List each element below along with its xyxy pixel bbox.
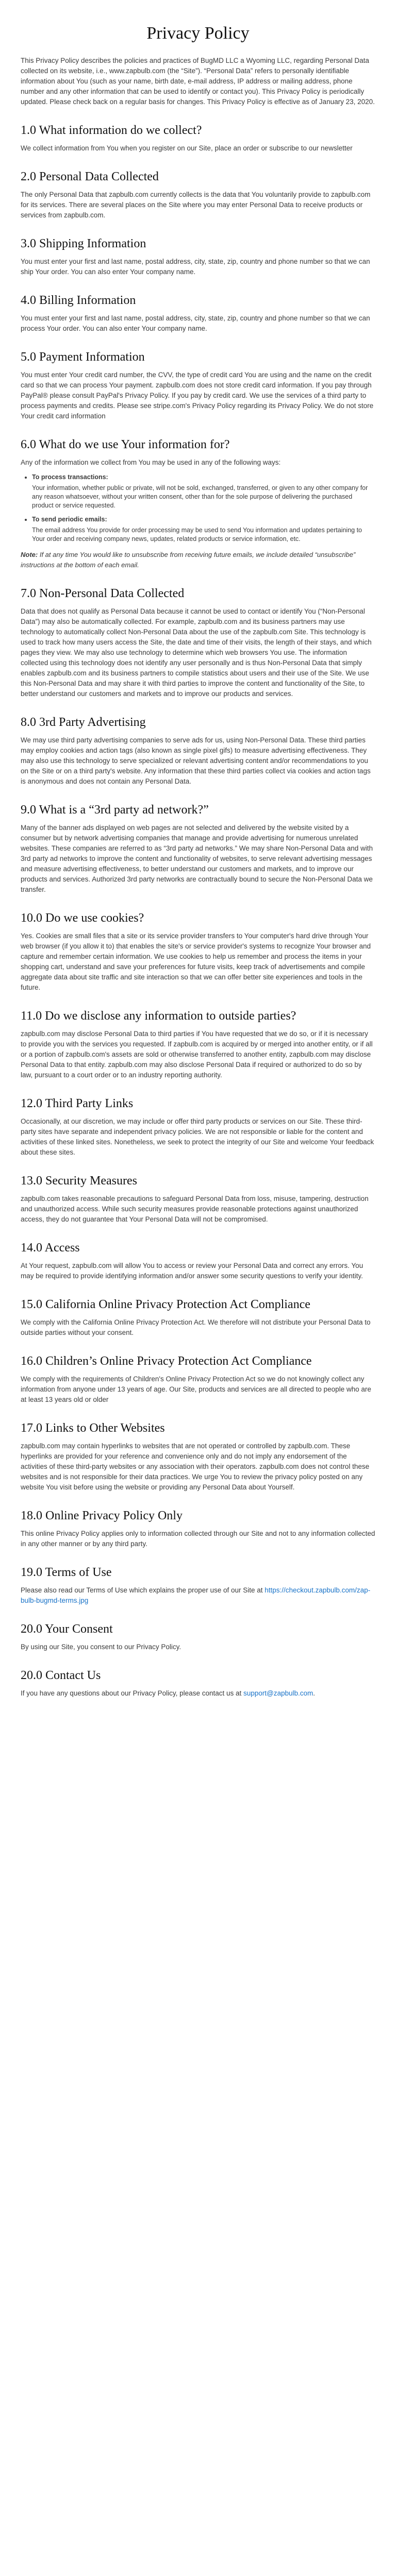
section-heading: 7.0 Non-Personal Data Collected [21,587,185,600]
section-access [21,1240,375,1281]
section-use-of-information [21,437,375,570]
section-security [21,1173,375,1225]
section-heading: 14.0 Access [21,1241,80,1255]
privacy-policy-page [21,0,375,1735]
section-disclosure [21,1008,375,1080]
section-paragraph: We comply with the California Online Privacy Protection Act. We therefore will not distribute your Personal Data to outside parties without your consent. [21,1318,371,1336]
list-item-label: • To process transactions: [32,473,108,481]
list-item-text: Your information, whether public or private, will not be sold, exchanged, transferred, or given to any other company for any reason whatsoever, without your written consent, other than for the sole purpose of delivering the purchased product or service requested. [32,484,368,509]
section-paragraph: Yes. Cookies are small files that a site or its service provider transfers to Your computer's hard drive through Your web browser (if you allow it to) that enables the site's or service provider's systems to recognize Your browser and capture and remember certain information. We use cookies to help us remember and process the items in your shopping cart, understand and save your preferences for future visits, keep track of advertisements and compile aggregate data about site traffic and site interaction so that we can offer better site experiences and tools in the future. [21,932,371,991]
section-paragraph [21,1688,375,1699]
section-heading: 6.0 What do we use Your information for? [21,438,230,451]
section-paragraph: Many of the banner ads displayed on web pages are not selected and delivered by the website visited by a consumer but by network advertising companies that manage and provide advertising for numerous unrelated websites. These companies are referred to as “3rd party ad networks.” We may share Non-Personal Data and with 3rd party ad networks to improve the content and functionality of websites, to serve relevant advertising messages and measure advertising effectiveness, to better understand our customers and markets, and to improve our products and services. Authorized 3rd party networks are contractually bound to secure the Non-Personal Data we transfer. [21,824,373,893]
note-text: If at any time You would like to unsubscribe from receiving future emails, we include detailed “unsubscribe” instructions at the bottom of each email. [21,551,356,569]
section-heading: 20.0 Contact Us [21,1669,101,1682]
section-non-personal-data [21,586,375,699]
section-heading: 12.0 Third Party Links [21,1097,134,1110]
section-terms-of-use [21,1565,375,1606]
section-california-compliance [21,1297,375,1338]
section-paragraph: We comply with the requirements of Children's Online Privacy Protection Act so we do not knowingly collect any information from anyone under 13 years of age. Our Site, products and services are all directed to people who are at least 13 years old or older [21,1375,371,1403]
section-contact-us [21,1668,375,1699]
section-heading: 17.0 Links to Other Websites [21,1421,165,1435]
section-what-we-collect [21,123,375,154]
paragraph-end: . [313,1689,316,1697]
section-paragraph [21,1585,375,1606]
section-paragraph: You must enter Your credit card number, the CVV, the type of credit card You are using and the name on the credit card so that we can process Your payment. zapbulb.com does not store credit card information. If you pay through PayPal® please consult PayPal's Privacy Policy. If you pay by credit card. We use the services of a third party to process payments and credits. Please see stripe.com's Privacy Policy regarding its Privacy Policy. We do not store Your credit card information [21,371,374,420]
usage-list [21,473,375,544]
section-heading: 16.0 Children’s Online Privacy Protection Act Compliance [21,1354,312,1368]
section-heading: 1.0 What information do we collect? [21,124,202,137]
list-item [32,515,375,544]
section-paragraph: zapbulb.com may disclose Personal Data to third parties if You have requested that we do so, or if it is necessary to provide you with the services you requested. If zapbulb.com is acquired by or merged into another entity, or if all or a portion of zapbulb.com's assets are sold or otherwise transferred to another entity, zapbulb.com may disclose Personal Data to that entity. zapbulb.com may also disclose Personal Data if required or authorized to do so by law, pursuant to a court order or to an industry reporting authority. [21,1030,373,1079]
section-paragraph: By using our Site, you consent to our Privacy Policy. [21,1643,182,1651]
section-third-party-links [21,1096,375,1158]
section-paragraph: At Your request, zapbulb.com will allow You to access or review your Personal Data and correct any errors. You may be required to provide identifying information and/or answer some security questions to verify your identity. [21,1262,364,1280]
section-heading: 2.0 Personal Data Collected [21,170,159,183]
intro-paragraph: This Privacy Policy describes the policies and practices of BugMD LLC a Wyoming LLC, regarding Personal Data collected on its website, i.e., www.zapbulb.com (the “Site”). “Personal Data” refers to personally identifiable information about You (such as your name, birth date, e-mail address, IP address or mailing address, phone number and any other information that can be used to identify or contact you). This Privacy Policy is periodically updated. Please check back on a regular basis for changes. This Privacy Policy is effective as of January 23, 2020. [21,57,375,106]
section-paragraph: Occasionally, at our discretion, we may include or offer third party products or services on our Site. These third-party sites have separate and independent privacy policies. We are not responsible or liable for the content and activities of these linked sites. Nonetheless, we seek to protect the integrity of our Site and welcome Your feedback about these sites. [21,1117,374,1156]
section-shipping [21,236,375,277]
section-paragraph: We may use third party advertising companies to serve ads for us, using Non-Personal Data. These third parties may employ cookies and action tags (also known as single pixel gifs) to measure advertising effectiveness. They may also use this technology to serve specialized or relevant advertising content and/or recommendations to you on the Site or on a third party's website. Any information that these third parties collect via cookies and action tags is anonymous and does not contain any Personal Data. [21,736,371,785]
section-paragraph: This online Privacy Policy applies only to information collected through our Site and not to any information collected in any other manner or by any third party. [21,1530,375,1548]
section-paragraph: We collect information from You when you register on our Site, place an order or subscribe to our newsletter [21,144,353,152]
section-heading: 8.0 3rd Party Advertising [21,716,146,729]
section-billing [21,293,375,334]
support-email-link[interactable]: support@zapbulb.com [243,1689,314,1697]
unsubscribe-note [21,550,375,570]
section-heading: 15.0 California Online Privacy Protection Act Compliance [21,1298,310,1311]
list-item [32,473,375,510]
section-heading: 13.0 Security Measures [21,1174,137,1188]
terms-of-use-link[interactable]: https://checkout.zapbulb.com/zap-bulb-bugmd-terms.jpg [21,1586,371,1604]
section-heading: 9.0 What is a “3rd party ad network?” [21,803,209,817]
section-paragraph: zapbulb.com takes reasonable precautions to safeguard Personal Data from loss, misuse, tampering, destruction and unauthorized access. While such security measures provide reasonable protections against unauthorized access, they do not guarantee that Your Personal Data will not be compromised. [21,1195,369,1223]
page-title: Privacy Policy [146,24,250,43]
section-third-party-ad-network [21,802,375,895]
section-cookies [21,910,375,993]
section-personal-data [21,169,375,221]
section-paragraph: The only Personal Data that zapbulb.com currently collects is the data that You voluntarily provide to zapbulb.com for its services. There are several places on the Site where you may enter Personal Data to receive products or services from zapbulb.com. [21,191,371,219]
section-paragraph: You must enter your first and last name, postal address, city, state, zip, country and phone number so that we can ship Your order. You can also enter Your company name. [21,258,370,276]
section-heading: 11.0 Do we disclose any information to outside parties? [21,1009,296,1023]
note-label: Note: [21,551,38,558]
section-consent [21,1621,375,1652]
paragraph-text: Please also read our Terms of Use which explains the proper use of our Site at [21,1586,265,1594]
list-item-label: • To send periodic emails: [32,516,107,523]
section-heading: 20.0 Your Consent [21,1622,113,1636]
section-paragraph: zapbulb.com may contain hyperlinks to websites that are not operated or controlled by zapbulb.com. These hyperlinks are provided for your reference and convenience only and do not imply any endorsement of the activities of these third-party websites or any association with their operators. zapbulb.com does not control these websites and is not responsible for their data practices. We urge You to review the privacy policy posted on any website You visit before using the website or providing any Personal Data about Yourself. [21,1442,370,1491]
section-heading: 5.0 Payment Information [21,350,145,364]
section-payment [21,349,375,421]
section-online-only [21,1508,375,1549]
section-heading: 4.0 Billing Information [21,294,136,307]
section-other-websites [21,1420,375,1493]
section-heading: 19.0 Terms of Use [21,1566,112,1579]
section-paragraph: You must enter your first and last name, postal address, city, state, zip, country and phone number so that we can process Your order. You can also enter Your company name. [21,314,370,332]
list-item-text: The email address You provide for order processing may be used to send You information and updates pertaining to Your order and receiving company news, updates, related products or service information, etc. [32,527,362,543]
section-heading: 10.0 Do we use cookies? [21,911,144,925]
paragraph-text: If you have any questions about our Privacy Policy, please contact us at [21,1689,243,1697]
section-coppa-compliance [21,1353,375,1405]
section-heading: 3.0 Shipping Information [21,237,146,250]
section-heading: 18.0 Online Privacy Policy Only [21,1509,183,1522]
section-third-party-advertising [21,715,375,787]
section-paragraph: Data that does not qualify as Personal Data because it cannot be used to contact or identify You (“Non-Personal Data”) may also be automatically collected. For example, zapbulb.com and its business partners may use technology to automatically collect Non-Personal Data about the use of the zapbulb.com Site. This technology is used to track how many users access the Site, the date and time of their visits, the length of their stays, and which pages they view. We may also use technology to determine which web browsers You use. The information collected using this technology does not identify any user personally and is thus Non-Personal Data that simply enables zapbulb.com and its business partners to compile statistics about users and their use of the Site. We use this Non-Personal Data and may share it with third parties to improve the content and functionality of the Site, to better understand our customers and markets and to improve our products and services. [21,607,372,698]
section-paragraph: Any of the information we collect from You may be used in any of the following ways: [21,459,281,466]
